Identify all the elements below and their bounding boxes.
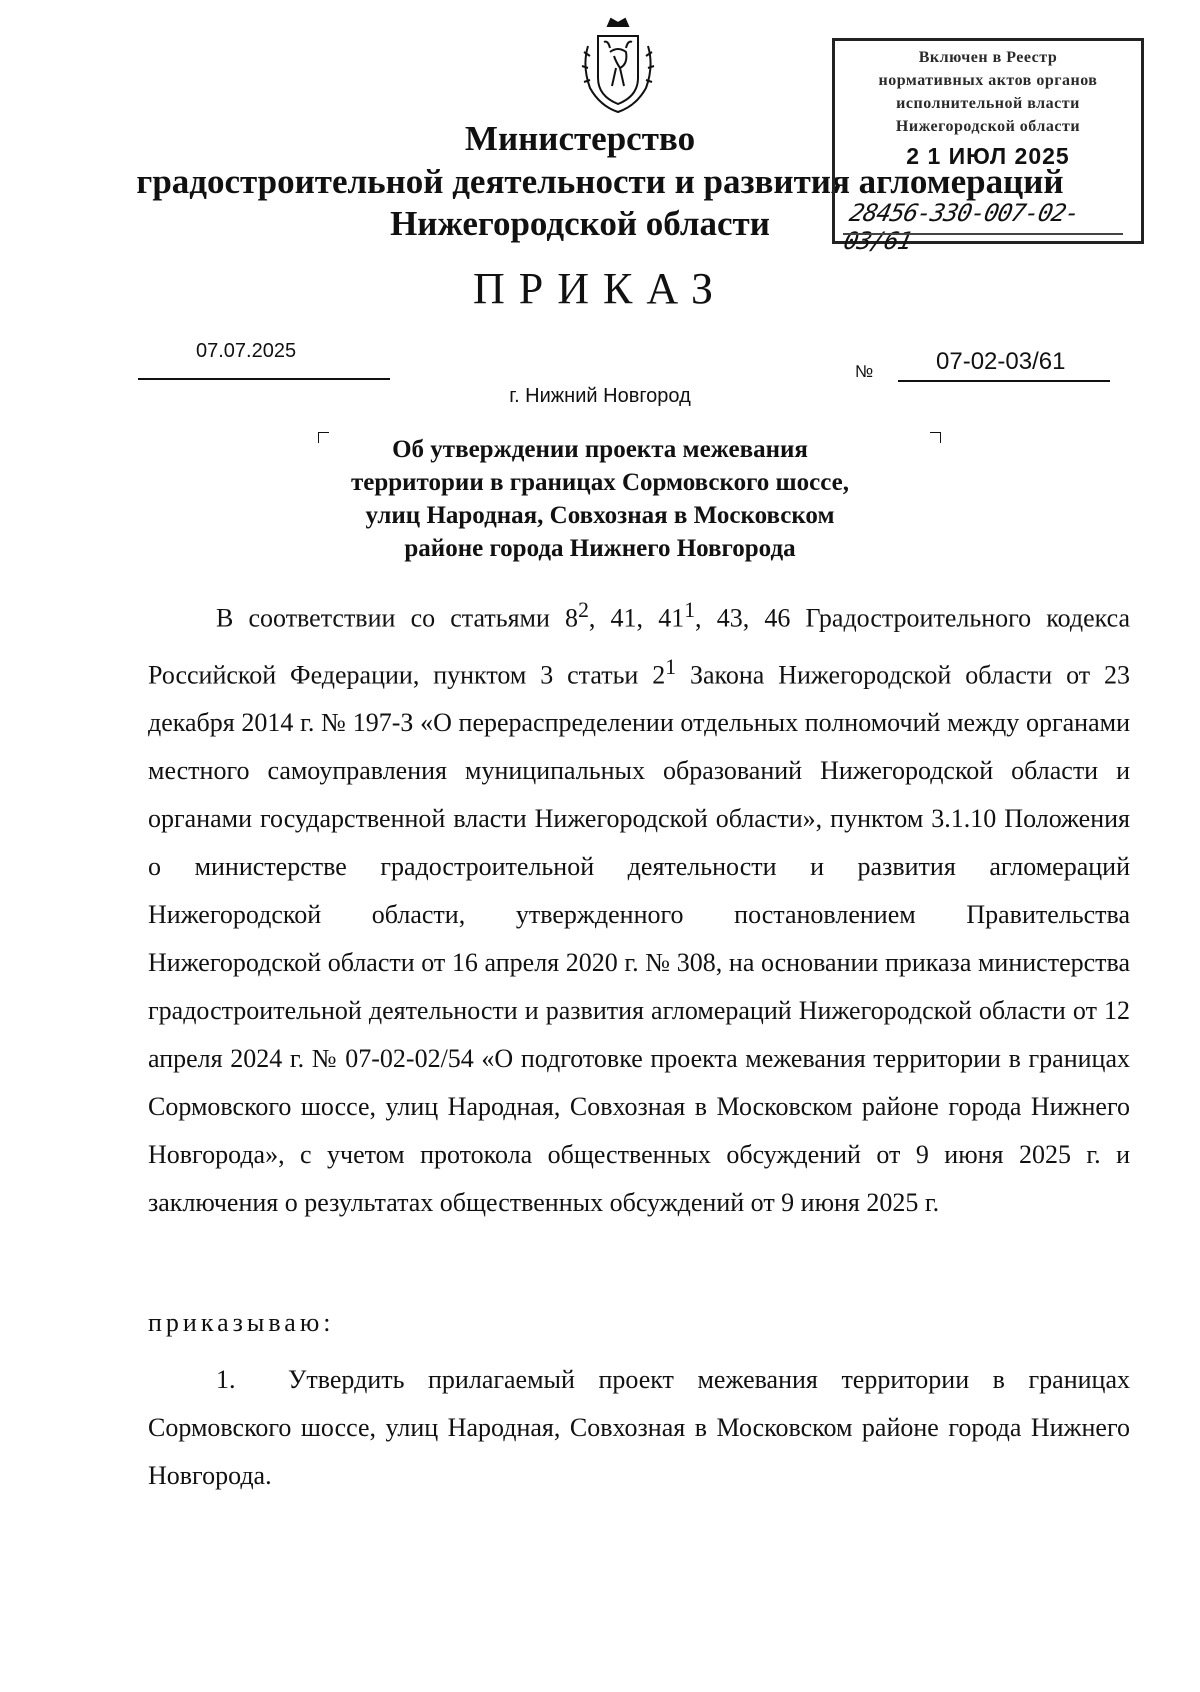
number-underline <box>898 380 1110 382</box>
superscript: 1 <box>684 598 696 622</box>
superscript: 1 <box>665 654 677 679</box>
subject-line: Об утверждении проекта межевания <box>392 436 808 463</box>
date-underline <box>138 378 390 380</box>
preamble-text <box>148 586 1130 1227</box>
ministry-name-line2: градостроительной деятельности и развития агломераций <box>136 162 1064 201</box>
order-item <box>148 1356 1130 1500</box>
stamp-date: 2 1 ИЮЛ 2025 <box>906 143 1070 169</box>
preamble-part: В соответствии со статьями 8 <box>216 603 579 633</box>
stamp-underline <box>843 233 1123 235</box>
stamp-line3: исполнительной власти <box>896 95 1080 112</box>
subject-line: районе города Нижнего Новгорода <box>404 535 796 562</box>
preamble-part: , 43, 46 Градостроительного кодекса Российской Федерации, пунктом 3 статьи 2 <box>148 603 1130 690</box>
registry-stamp <box>832 38 1144 255</box>
stamp-registration-number: 28456-330-007-02-03/61 <box>841 199 1082 255</box>
stamp-line2: нормативных актов органов <box>878 72 1098 89</box>
order-item-number: 1. <box>216 1365 236 1394</box>
order-item-text: Утвердить прилагаемый проект межевания территории в границах Сормовского шоссе, улиц Народная, Совхозная в Московском районе города Нижнего Новгорода. <box>148 1365 1130 1490</box>
subject-line: территории в границах Сормовского шоссе, <box>350 469 850 496</box>
stamp-line1: Включен в Реестр <box>918 49 1058 66</box>
number-sign: № <box>855 362 874 381</box>
superscript: 2 <box>578 598 589 622</box>
ministry-name-line1: Министерство <box>464 119 696 158</box>
document-number: 07-02-03/61 <box>936 348 1066 375</box>
document-date: 07.07.2025 <box>196 340 297 362</box>
subject-line: улиц Народная, Совхозная в Московском <box>365 502 835 529</box>
document-city: г. Нижний Новгород <box>509 385 691 407</box>
preamble-paragraph <box>148 586 1130 1227</box>
coat-of-arms-emblem <box>580 16 656 116</box>
order-word: приказываю: <box>148 1308 335 1337</box>
ministry-name-line3: Нижегородской области <box>390 204 770 243</box>
document-title: ПРИКАЗ <box>472 264 728 313</box>
document-subject <box>0 433 1200 565</box>
preamble-part: , 41, 41 <box>588 603 685 633</box>
preamble-part: Закона Нижегородской области от 23 декабря 2014 г. № 197-З «О перераспределении отдельных полномочий между органами местного самоуправления муниципальных образований Нижегородской области и органами государственной власти Нижегородской области», пунктом 3.1.10 Положения о министерстве градостроительной деятельности и развития агломераций Нижегородской области, утвержденного постановлением Правительства Нижегородской области от 16 апреля 2020 г. № 308, на основании приказа министерства градостроительной деятельности и развития агломераций Нижегородской области от 12 апреля 2024 г. № 07-02-02/54 «О подготовке проекта межевания территории в границах Сормовского шоссе, улиц Народная, Совхозная в Московском районе города Нижнего Новгорода», с учетом протокола общественных обсуждений от 9 июня 2025 г. и заключения о результатах общественных обсуждений от 9 июня 2025 г. <box>148 660 1130 1218</box>
stamp-line4: Нижегородской области <box>895 118 1081 135</box>
